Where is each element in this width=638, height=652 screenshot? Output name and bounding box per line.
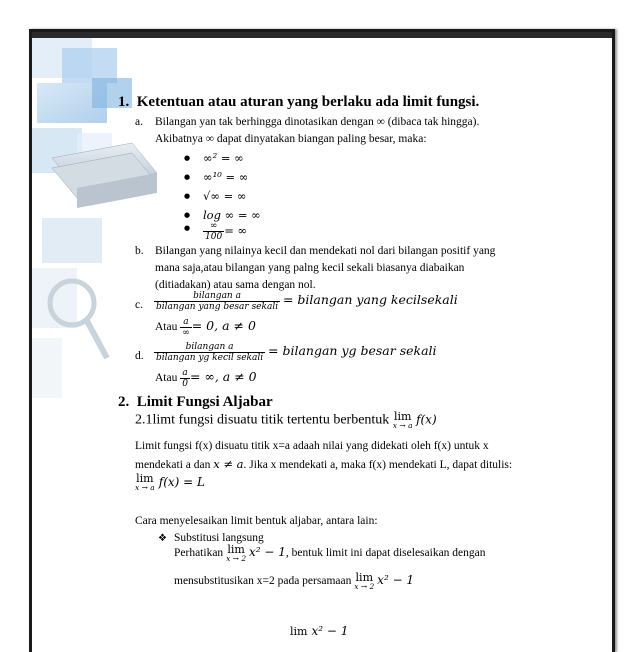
lim-word: lim: [227, 543, 245, 556]
bullet-item: ● √∞ = ∞: [203, 189, 246, 203]
expression: x² − 1: [377, 572, 415, 587]
fraction-numerator: bilangan a: [154, 291, 280, 302]
atau-rhs: = ∞, a ≠ 0: [189, 369, 257, 385]
lim-subscript: x → a: [392, 421, 413, 430]
atau-label: Atau: [155, 321, 178, 334]
substitusi-item: ❖ Substitusi langsung: [174, 532, 264, 544]
section-2-number: 2.: [118, 394, 130, 410]
fraction-denominator: 0: [182, 379, 188, 389]
lim-word: lim: [136, 472, 154, 486]
item-a-line-1: Bilangan yan tak berhingga dinotasikan dengan ∞ (dibaca tak hingga).: [155, 116, 480, 128]
inline-math: x ≠ a: [213, 457, 244, 471]
paragraph-line-1: Limit fungsi f(x) disuatu titik x=a adaah nilai yang didekati oleh f(x) untuk x: [135, 440, 489, 452]
item-d-equation: [154, 342, 437, 363]
item-d-atau: [155, 368, 257, 389]
item-b-line-1: Bilangan yang nilainya kecil dan mendekati nol dari bilangan positif yang: [155, 245, 496, 257]
item-c-equation: [154, 291, 458, 312]
item-c-atau: [155, 317, 256, 338]
fraction-denominator: ∞: [182, 328, 190, 338]
lim-word: lim: [290, 624, 308, 638]
bullet-fraction-rhs: = ∞: [224, 223, 248, 238]
paragraph-text: mendekati a dan: [135, 459, 214, 471]
section-1-title: Ketentuan atau aturan yang berlaku ada limit fungsi.: [136, 94, 480, 110]
fx-expression: f(x): [416, 412, 437, 427]
item-b-marker: b.: [135, 245, 144, 257]
bottom-partial-equation: [290, 622, 348, 640]
item-a-line-2: Akibatnya ∞ dapat dinyatakan biangan paling besar, maka:: [155, 133, 427, 145]
document-page: [29, 29, 615, 652]
limit-equation: [135, 473, 205, 492]
perhatikan-line: [174, 544, 486, 563]
item-a-marker: a.: [135, 116, 143, 128]
item-d-marker: d.: [135, 350, 144, 362]
paragraph-line-2: [135, 457, 512, 471]
lim-word: lim: [393, 410, 412, 423]
fraction-denominator: bilangan yg kecil sekali: [156, 353, 264, 363]
cara-text: Cara menyelesaikan limit bentuk aljabar, antara lain:: [135, 515, 378, 527]
bullet-item: ● ∞¹⁰ = ∞: [203, 170, 248, 184]
subsection-title: 2.1limt fungsi disuatu titik tertentu berbentuk: [135, 412, 390, 428]
fraction-denominator: bilangan yang besar sekali: [156, 302, 279, 312]
item-b-line-3: (ditiadakan) atau sama dengan nol.: [155, 279, 316, 291]
section-1-heading: [118, 94, 479, 111]
fraction-numerator: a: [180, 368, 190, 379]
limit-expression: f(x) = L: [158, 475, 205, 489]
section-1-number: 1.: [118, 94, 130, 110]
atau-rhs: = 0, a ≠ 0: [191, 318, 256, 334]
fraction-numerator: ● ∞: [203, 221, 224, 232]
perhatikan-rest: , bentuk limit ini dapat diselesaikan dengan: [285, 546, 486, 559]
expression: x² − 1: [249, 544, 286, 559]
lim-subscript: x → a: [135, 483, 155, 493]
bullet-item-fraction: [203, 221, 247, 242]
paragraph-text: . Jika x mendekati a, maka f(x) mendekati L, dapat ditulis:: [243, 459, 513, 471]
section-2-heading: [118, 394, 273, 411]
lim-subscript: x → 2: [226, 554, 247, 563]
subsection-2-1: [135, 411, 437, 430]
expression: x² − 1: [311, 624, 349, 638]
perhatikan-label: Perhatikan: [174, 546, 224, 559]
mensubstitusikan-line: [174, 572, 414, 591]
atau-label: Atau: [155, 372, 178, 385]
bullet-item: ● log ∞ = ∞: [203, 208, 261, 222]
fraction-denominator: 100: [205, 232, 223, 242]
fraction-numerator: bilangan a: [154, 342, 265, 353]
equation-rhs: = bilangan yang kecilsekali: [282, 292, 458, 308]
lim-word: lim: [355, 571, 373, 584]
item-c-marker: c.: [135, 299, 143, 311]
fraction-numerator: a: [180, 317, 192, 328]
bullet-item: ● ∞² = ∞: [203, 151, 244, 165]
item-b-line-2: mana saja,atau bilangan yang palng kecil sekali biasanya diabaikan: [155, 262, 465, 274]
section-2-title: Limit Fungsi Aljabar: [136, 394, 273, 410]
lim-subscript: x → 2: [354, 582, 375, 591]
equation-rhs: = bilangan yg besar sekali: [268, 343, 437, 359]
mensub-text: mensubstitusikan x=2 pada persamaan: [174, 574, 352, 587]
